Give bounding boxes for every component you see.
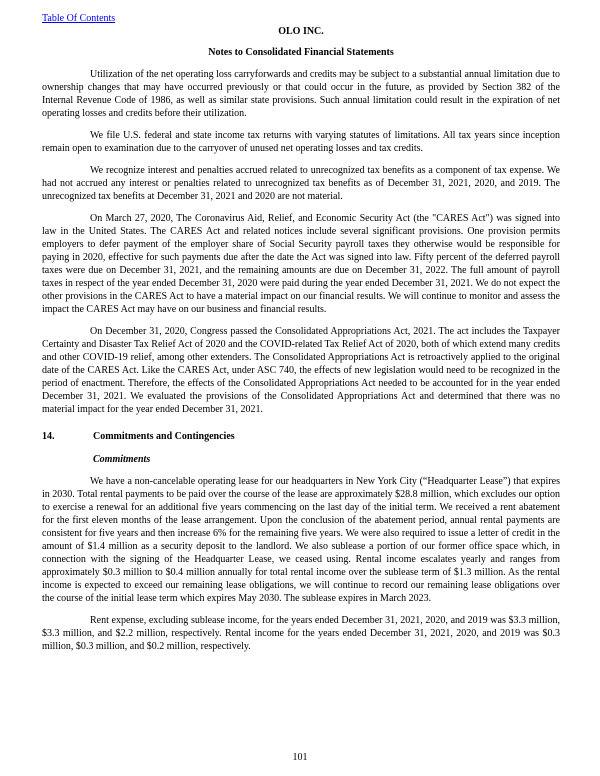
section-title: Commitments and Contingencies	[93, 431, 235, 442]
paragraph-nol-limitation: Utilization of the net operating loss carryforwards and credits may be subject to a substantial annual limitation due to ownership changes that may have occurred previously or that could occur in the future, as provided by Section 382 of the Internal Revenue Code of 1986, as well as similar state provisions. Such annual limitation could result in the expiration of net operating losses and credits before their utilization.	[42, 69, 560, 119]
section-number: 14.	[42, 431, 55, 442]
paragraph-interest-penalties: We recognize interest and penalties accrued related to unrecognized tax benefits as a component of tax expense. We had not accrued any interest or penalties related to unrecognized tax benefits as of December 31, 2021, 2020, and 2019. The unrecognized tax benefits at December 31, 2021 and 2020 are not material.	[42, 165, 560, 202]
page-number: 101	[292, 752, 308, 763]
subsection-title-commitments: Commitments	[93, 454, 151, 465]
table-of-contents-link[interactable]: Table Of Contents	[42, 13, 116, 24]
paragraph-consolidated-appropriations-act: On December 31, 2020, Congress passed the Consolidated Appropriations Act, 2021. The act includes the Taxpayer Certainty and Disaster Tax Relief Act of 2020 and the COVID-related Tax Relief Act of 2020, both of which extend many credits and other COVID-19 relief, among other extenders. The Consolidated Appropriations Act is retroactively applied to the original date of the CARES Act. Like the CARES Act, under ASC 740, the effects of new legislation would need to be recognized in the period of enactment. Therefore, the effects of the Consolidated Appropriations Act needed to be accounted for in the year ended December 31, 2021. We evaluated the provisions of the Consolidated Appropriations Act and determined that there was no material impact for the year ended December 31, 2021.	[42, 326, 560, 415]
paragraph-rent-expense: Rent expense, excluding sublease income, for the years ended December 31, 2021, 2020, and 2019 was $3.3 million, $3.3 million, and $2.2 million, respectively. Rental income for the years ended December 31, 2021, 2020, and 2019 was $0.3 million, $0.3 million, and $0.2 million, respectively.	[42, 615, 560, 652]
section-14-heading	[42, 430, 560, 443]
document-title: Notes to Consolidated Financial Statements	[208, 47, 394, 58]
paragraph-tax-returns: We file U.S. federal and state income tax returns with varying statutes of limitations. All tax years since inception remain open to examination due to the carryover of unused net operating losses and tax credits.	[42, 130, 560, 154]
paragraph-headquarter-lease: We have a non-cancelable operating lease for our headquarters in New York City (“Headquarter Lease”) that expires in 2030. Total rental payments to be paid over the course of the lease are approximately $28.8 million, which excludes our option to exercise a renewal for an additional five years commencing on the last day of the initial term. We received a rent abatement for the first eleven months of the lease arrangement. Upon the conclusion of the abatement period, annual rental payments are consistent for five years and then increase 6% for the remaining five years. We were also required to issue a letter of credit in the amount of $1.4 million as a security deposit to the landlord. We also sublease a portion of our former office space which, in connection with the signing of the Headquarter Lease, we ceased using. Rental income escalates yearly and ranges from approximately $0.3 million to $0.4 million annually for total rental income over the sublease term of $1.3 million. As the rental income is expected to exceed our remaining lease obligations, we will continue to record our remaining lease obligations over the course of the initial lease term which expires May 2030. The sublease expires in March 2023.	[42, 476, 560, 604]
paragraph-cares-act: On March 27, 2020, The Coronavirus Aid, Relief, and Economic Security Act (the "CARES Act") was signed into law in the United States. The CARES Act and related notices include several significant provisions. One provision permits employers to defer payment of the employer share of Social Security payroll taxes they otherwise would be responsible for paying in 2020, effective for such payments due after the date the Act was signed into law. Fifty percent of the deferred payroll taxes were due on December 31, 2021, and the remaining amounts are due on December 31, 2022. The full amount of payroll taxes in respect of the year ended December 31, 2020 were paid during the year ended December 31, 2021. We do not expect the other provisions in the CARES Act to have a material impact on our financial results. We will continue to monitor and assess the impact the CARES Act may have on our business and financial results.	[42, 213, 560, 315]
company-name: OLO INC.	[278, 26, 324, 37]
